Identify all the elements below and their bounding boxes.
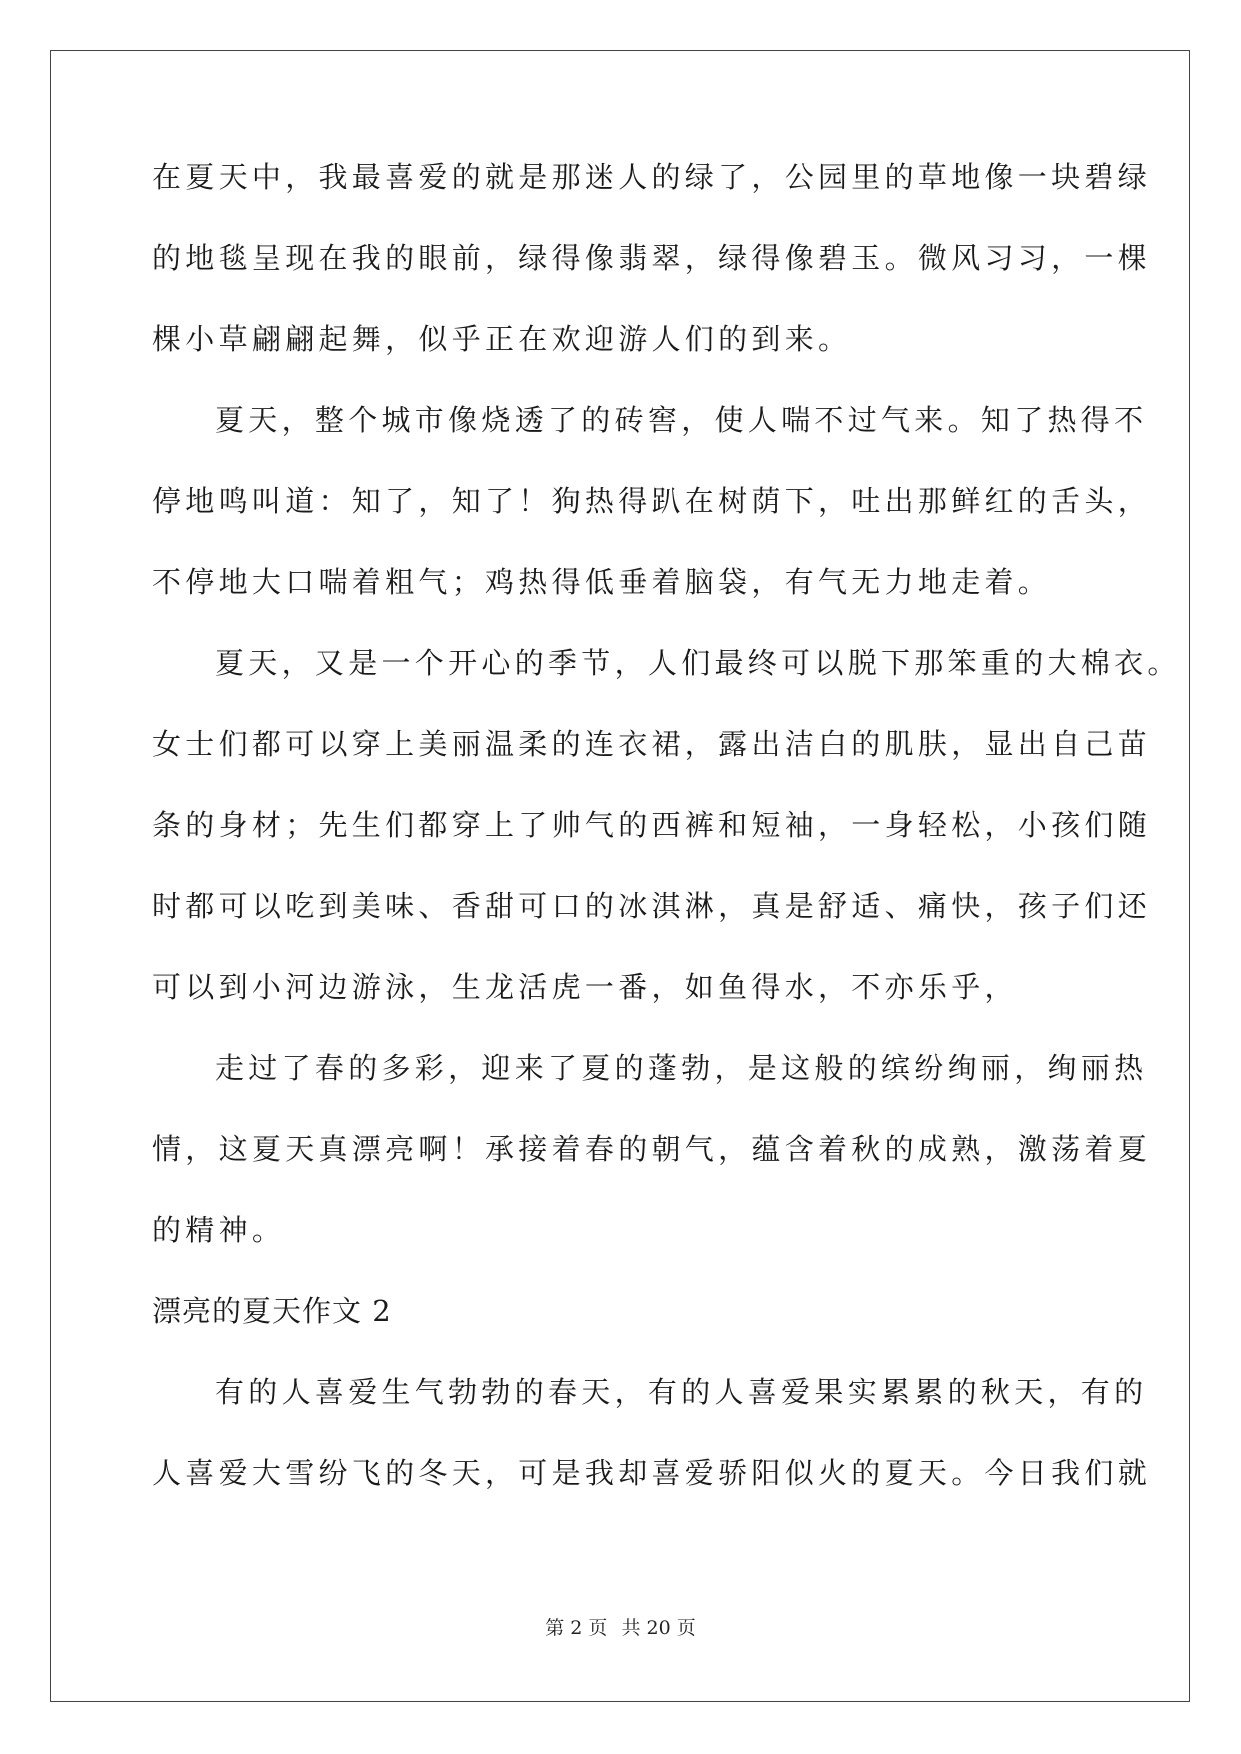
text-line: 夏天，又是一个开心的季节，人们最终可以脱下那笨重的大棉衣。 bbox=[215, 646, 1181, 680]
text-line: 夏天，整个城市像烧透了的砖窖，使人喘不过气来。知了热得不 bbox=[215, 403, 1148, 437]
text-line: 棵小草翩翩起舞，似乎正在欢迎游人们的到来。 bbox=[152, 322, 852, 356]
text-line: 有的人喜爱生气勃勃的春天，有的人喜爱果实累累的秋天，有的 bbox=[215, 1375, 1148, 1409]
page-footer bbox=[0, 1613, 1241, 1640]
text-line: 的精神。 bbox=[152, 1213, 286, 1247]
page-total: 共 20 页 bbox=[621, 1617, 696, 1639]
section-heading: 漂亮的夏天作文 2 bbox=[152, 1294, 392, 1328]
document-body bbox=[152, 160, 1181, 1537]
text-line: 走过了春的多彩，迎来了夏的蓬勃，是这般的缤纷绚丽，绚丽热 bbox=[215, 1051, 1148, 1085]
text-line: 女士们都可以穿上美丽温柔的连衣裙，露出洁白的肌肤，显出自己苗 bbox=[152, 727, 1152, 761]
text-line: 可以到小河边游泳，生龙活虎一番，如鱼得水，不亦乐乎， bbox=[152, 970, 1018, 1004]
page-number: 第 2 页 bbox=[545, 1617, 608, 1639]
text-line: 情，这夏天真漂亮啊！承接着春的朝气，蕴含着秋的成熟，激荡着夏 bbox=[152, 1132, 1152, 1166]
text-line: 条的身材；先生们都穿上了帅气的西裤和短袖，一身轻松，小孩们随 bbox=[152, 808, 1152, 842]
text-line: 停地鸣叫道：知了，知了！狗热得趴在树荫下，吐出那鲜红的舌头， bbox=[152, 484, 1152, 518]
text-line: 时都可以吃到美味、香甜可口的冰淇淋，真是舒适、痛快，孩子们还 bbox=[152, 889, 1152, 923]
text-line: 的地毯呈现在我的眼前，绿得像翡翠，绿得像碧玉。微风习习，一棵 bbox=[152, 241, 1152, 275]
text-line: 人喜爱大雪纷飞的冬天，可是我却喜爱骄阳似火的夏天。今日我们就 bbox=[152, 1456, 1152, 1490]
text-line: 在夏天中，我最喜爱的就是那迷人的绿了，公园里的草地像一块碧绿 bbox=[152, 160, 1152, 194]
text-line: 不停地大口喘着粗气；鸡热得低垂着脑袋，有气无力地走着。 bbox=[152, 565, 1052, 599]
